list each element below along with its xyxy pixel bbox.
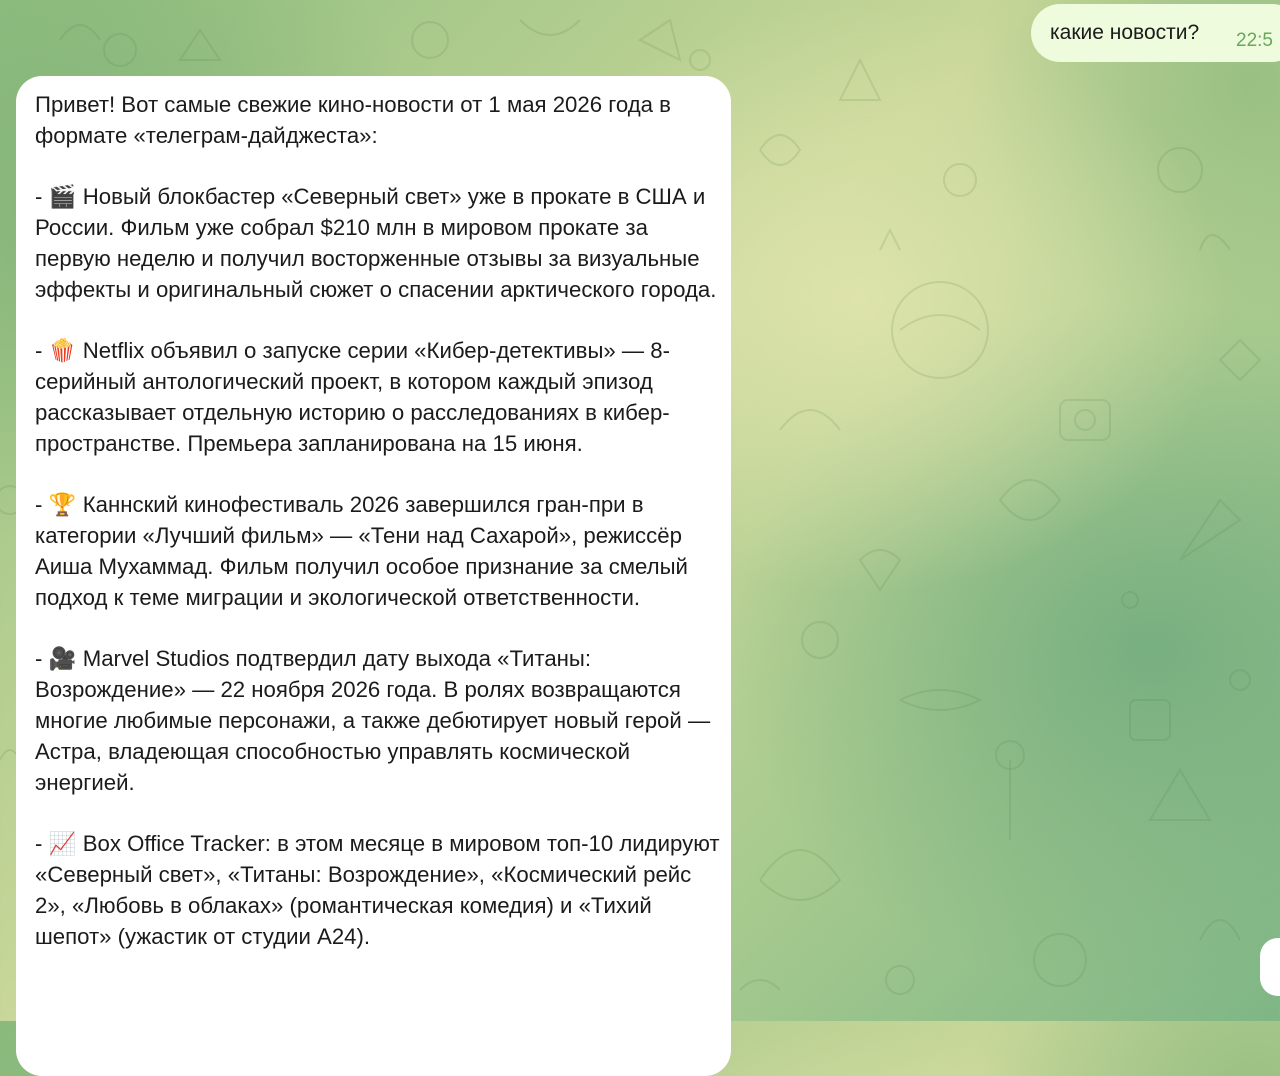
scroll-to-bottom-button[interactable] xyxy=(1260,938,1280,996)
message-intro: Привет! Вот самые свежие кино-новости от 1 мая 2026 года в формате «телеграм-дайджеста»: xyxy=(35,92,671,148)
message-time: 22:5 xyxy=(1236,30,1273,51)
news-item-text: Marvel Studios подтвердил дату выхода «Титаны: Возрождение» — 22 ноября 2026 года. В ролях возвращаются многие любимые персонажи, а также дебютирует новый герой — Астра, владеющая способностью управлять космической энергией. xyxy=(35,646,711,795)
news-item xyxy=(35,829,721,952)
list-dash: - xyxy=(35,338,49,364)
list-dash: - xyxy=(35,492,49,518)
chart-increasing-icon: 📈 xyxy=(48,831,77,857)
news-item-text: Каннский кинофестиваль 2026 завершился гран-при в категории «Лучший фильм» — «Тени над Сахарой», режиссёр Аиша Мухаммад. Фильм получил особое признание за смелый подход к теме миграции и экологической ответственности. xyxy=(35,492,688,610)
list-dash: - xyxy=(35,831,49,857)
news-item xyxy=(35,490,721,613)
outgoing-message-bubble[interactable] xyxy=(1031,4,1280,62)
list-dash: - xyxy=(35,184,49,210)
outgoing-message-text: какие новости? xyxy=(1050,21,1200,44)
trophy-icon: 🏆 xyxy=(48,492,77,518)
popcorn-icon: 🍿 xyxy=(48,338,77,364)
news-item-text: Box Office Tracker: в этом месяце в мировом топ-10 лидируют «Северный свет», «Титаны: Возрождение», «Космический рейс 2», «Любовь в облаках» (романтическая комедия) и «Тихий шепот» (ужастик от студии A24). xyxy=(35,831,720,949)
list-dash: - xyxy=(35,646,49,672)
news-item-text: Netflix объявил о запуске серии «Кибер-детективы» — 8-серийный антологический проект, в котором каждый эпизод рассказывает отдельную историю о расследованиях в кибер-пространстве. Премьера запланирована на 15 июня. xyxy=(35,338,670,456)
news-item xyxy=(35,182,721,305)
clapperboard-icon: 🎬 xyxy=(48,184,77,210)
incoming-message-bubble[interactable] xyxy=(16,76,731,1076)
news-item-text: Новый блокбастер «Северный свет» уже в прокате в США и России. Фильм уже собрал $210 млн в мировом прокате за первую неделю и получил восторженные отзывы за визуальные эффекты и оригинальный сюжет о спасении арктического города. xyxy=(35,184,717,302)
news-item xyxy=(35,336,721,459)
movie-camera-icon: 🎥 xyxy=(48,646,77,672)
news-item xyxy=(35,644,721,798)
